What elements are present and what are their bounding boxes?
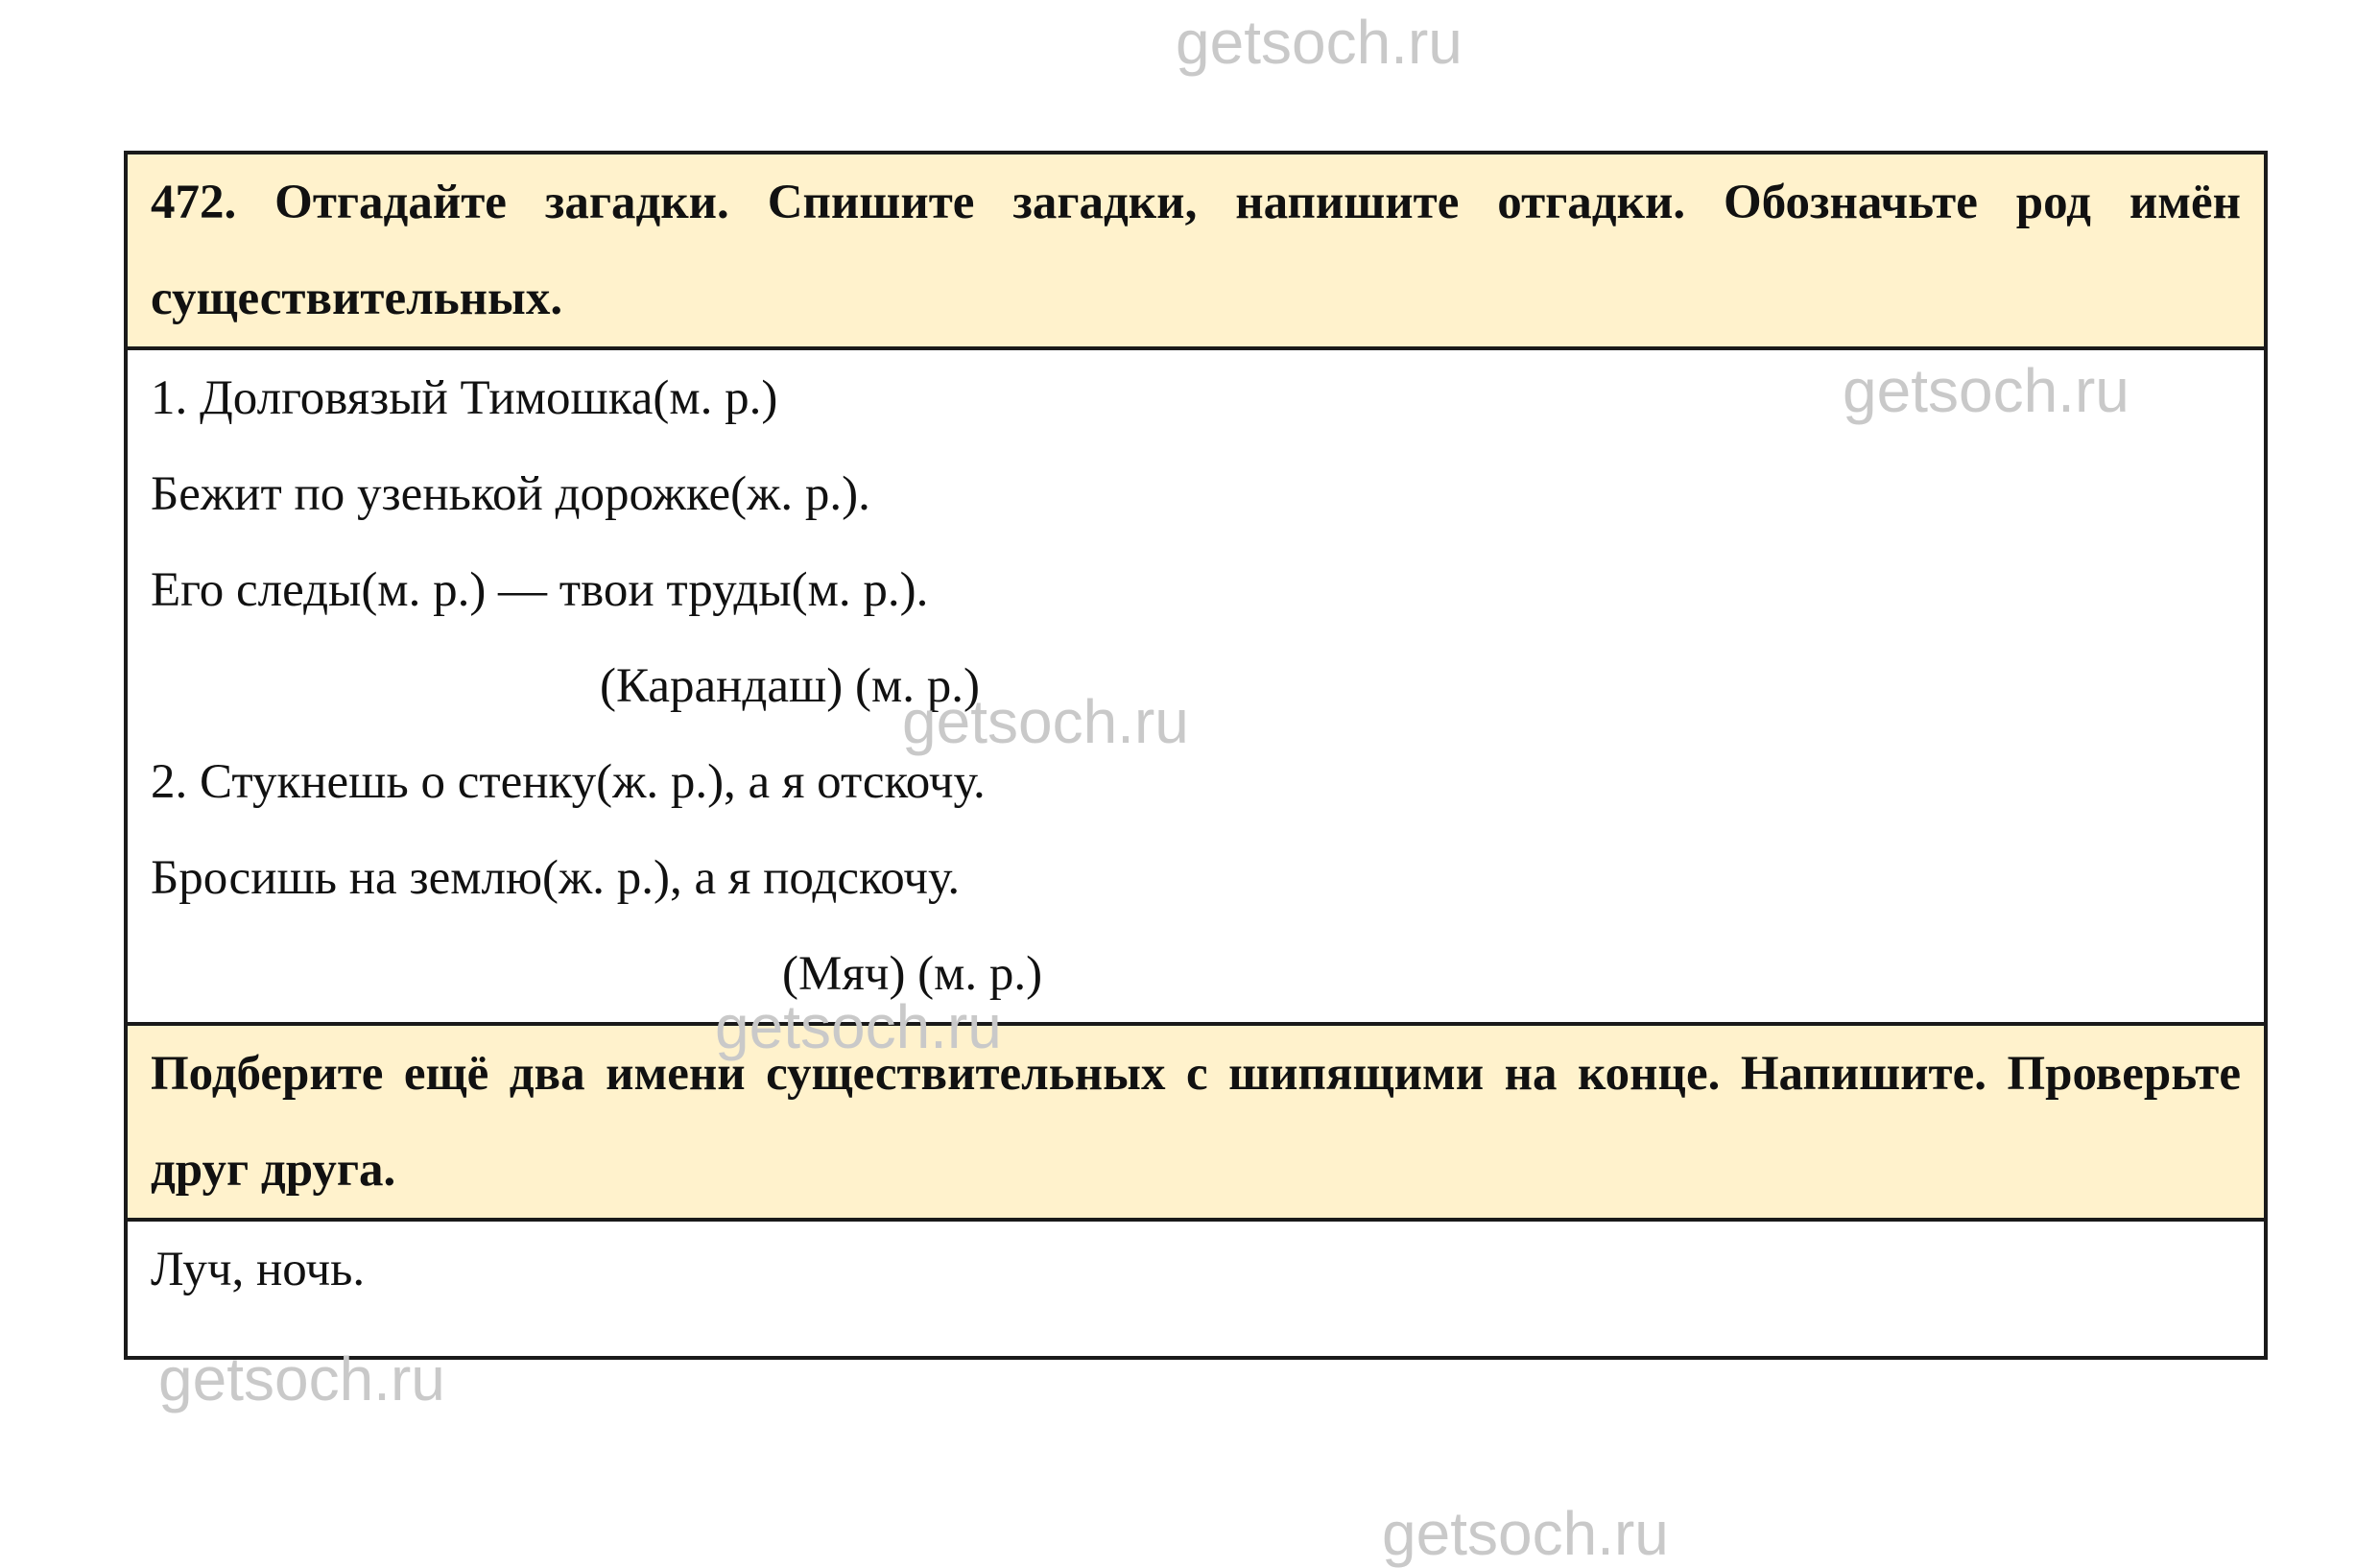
subtask-answer: Луч, ночь. (151, 1243, 366, 1296)
task-answer-cell (126, 348, 2266, 1024)
task-title: 472. Отгадайте загадки. Спишите загадки, напишите отгадки. Обозначьте род имён существительных. (151, 176, 2241, 325)
riddle-1-answer: (Карандаш) (м. р.) (600, 659, 980, 713)
watermark: getsoch.ru (1382, 1499, 1669, 1568)
watermark: getsoch.ru (902, 687, 1189, 756)
riddle-1-line-3: Его следы(м. р.) — твои труды(м. р.). (151, 563, 929, 617)
riddle-2-line-2: Бросишь на землю(ж. р.), а я подскочу. (151, 851, 961, 905)
riddle-1-line-1: 1. Долговязый Тимошка(м. р.) (151, 371, 778, 425)
task-header-cell (126, 153, 2266, 348)
riddle-2-line-1: 2. Стукнешь о стенку(ж. р.), а я отскочу. (151, 755, 986, 809)
subtask-answer-cell (126, 1220, 2266, 1358)
watermark: getsoch.ru (158, 1344, 445, 1414)
watermark: getsoch.ru (1843, 356, 2129, 425)
watermark: getsoch.ru (1176, 8, 1463, 77)
watermark: getsoch.ru (715, 992, 1002, 1061)
riddle-2-answer: (Мяч) (м. р.) (782, 947, 1043, 1001)
subtask-header-cell (126, 1024, 2266, 1220)
task-table (124, 151, 2268, 1360)
subtask-title: Подберите ещё два имени существительных с шипящими на конце. Напишите. Проверьте друг друга. (151, 1047, 2241, 1197)
riddle-1-line-2: Бежит по узенькой дорожке(ж. р.). (151, 467, 870, 521)
